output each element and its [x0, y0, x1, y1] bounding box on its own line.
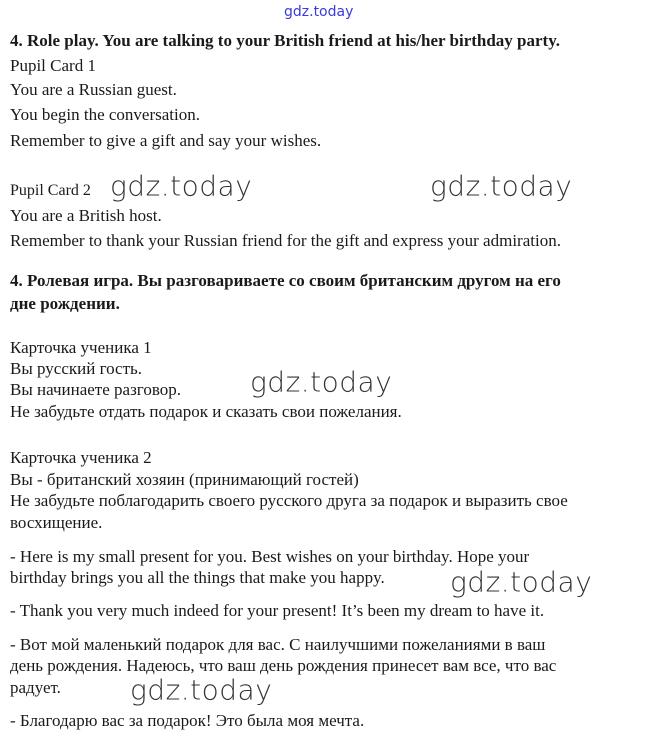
task-heading-ru: 4. Ролевая игра. Вы разговариваете со своим британским другом на его [10, 271, 561, 290]
card1-line-ru: Вы русский гость. [10, 359, 143, 378]
card1-line: Remember to give a gift and say your wishes. [10, 131, 322, 150]
watermark: gdz.today [430, 169, 573, 203]
card1-title-en: Pupil Card 1 [10, 56, 96, 75]
card2-line-ru: восхищение. [10, 513, 103, 532]
dialogue-line: birthday brings you all the things that make you happy. [10, 568, 385, 587]
task-heading-en: 4. Role play. You are talking to your British friend at his/her birthday party. [10, 31, 561, 50]
card2-line-ru: Не забудьте поблагодарить своего русского друга за подарок и выразить свое [10, 491, 568, 510]
card1-line-ru: Вы начинаете разговор. [10, 380, 182, 399]
dialogue-line: - Вот мой маленький подарок для вас. С наилучшими пожеланиями в ваш [10, 635, 546, 654]
card1-title-ru: Карточка ученика 1 [10, 338, 152, 357]
dialogue-line: день рождения. Надеюсь, что ваш день рождения принесет вам все, что вас [10, 656, 557, 675]
watermark: gdz.today [250, 365, 393, 399]
dialogue-line: радует. [10, 678, 61, 697]
watermark: gdz.today [110, 169, 253, 203]
card2-title-ru: Карточка ученика 2 [10, 448, 152, 467]
card2-line-ru: Вы - британский хозяин (принимающий гостей) [10, 470, 359, 489]
dialogue-line: - Thank you very much indeed for your present! It’s been my dream to have it. [10, 601, 545, 620]
dialogue-line: - Here is my small present for you. Best wishes on your birthday. Hope your [10, 547, 530, 566]
watermark: gdz.today [450, 565, 593, 599]
card2-title-en: Pupil Card 2 [10, 182, 91, 199]
card2-line: Remember to thank your Russian friend for the gift and express your admiration. [10, 231, 561, 250]
dialogue-line: - Благодарю вас за подарок! Это была моя мечта. [10, 711, 365, 730]
card1-line: You are a Russian guest. [10, 80, 177, 99]
card1-line-ru: Не забудьте отдать подарок и сказать свои пожелания. [10, 402, 402, 421]
watermark: gdz.today [130, 673, 273, 707]
card2-line: You are a British host. [10, 206, 162, 225]
task-heading-ru-cont: дне рождении. [10, 294, 120, 313]
card1-line: You begin the conversation. [10, 105, 200, 124]
watermark-top: gdz.today [284, 4, 354, 20]
